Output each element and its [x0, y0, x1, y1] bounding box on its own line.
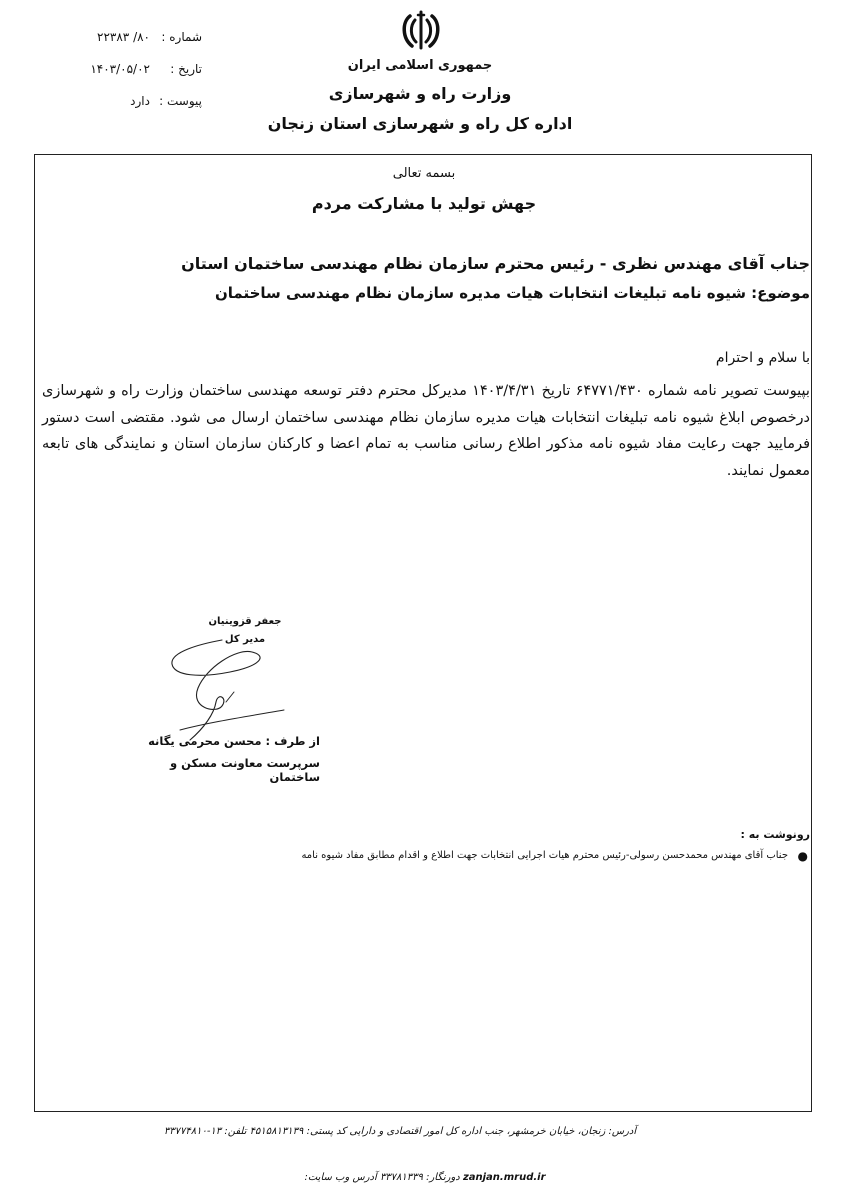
bullet-icon: ●: [797, 849, 808, 863]
basmala: بسمه تعالی: [392, 166, 456, 181]
letter-number-label: شماره :: [161, 30, 202, 44]
signer-name: جعفر قزوینیان: [208, 616, 282, 627]
on-behalf-of-role: سرپرست معاونت مسکن و ساختمان: [169, 756, 320, 784]
on-behalf-of: از طرف : محسن محرمی یگانه: [148, 734, 320, 748]
country-title: جمهوری اسلامی ایران: [347, 58, 493, 73]
letter-date-value: ۱۴۰۳/۰۵/۰۲: [90, 62, 150, 76]
signer-role: مدیر کل: [224, 634, 266, 645]
cc-item-text: جناب آقای مهندس محمدحسن رسولی-رئیس محترم هیات اجرایی انتخابات جهت اطلاع و اقدام مطابق مفاد شیوه نامه: [301, 850, 788, 861]
letter-body: بپیوست تصویر نامه شماره ۶۴۷۷۱/۴۳۰ تاریخ ۱۴۰۳/۴/۳۱ مدیرکل محترم دفتر توسعه مهندسی ساختمان وزارت راه و شهرسازی درخصوص ابلاغ شیوه نامه تبلیغات انتخابات هیات مدیره سازمان نظام مهندسی ساختمان ارسال می شود. مقتضی است دستور فرمایید جهت رعایت مفاد شیوه نامه مذکور اطلاع رسانی مناسب به تمام اعضا و کارکنان سازمان استان و نمایندگی های تابعه معمول نمایند.: [42, 383, 810, 479]
iran-emblem-icon: [398, 8, 444, 54]
website-link[interactable]: zanjan.mrud.ir: [462, 1172, 546, 1183]
handwritten-signature: [160, 636, 290, 748]
ministry-title: وزارت راه و شهرسازی: [328, 84, 512, 103]
footer-contact: [250, 1172, 600, 1183]
letter-attachment-row: [40, 94, 210, 126]
fax-label: دورنگار: ۳۳۷۸۱۳۳۹ آدرس وب سایت:: [304, 1172, 460, 1183]
letter-date-row: [40, 62, 210, 94]
office-title: اداره کل راه و شهرسازی استان زنجان: [267, 114, 573, 133]
salutation: با سلام و احترام: [715, 350, 810, 366]
letter-number-value: ۸۰/ ۲۲۳۸۳: [97, 30, 150, 44]
letter-attachment-value: دارد: [130, 94, 150, 108]
letter-attachment-label: پیوست :: [159, 94, 202, 108]
cc-list: [210, 850, 810, 861]
year-motto: جهش تولید با مشارکت مردم: [311, 194, 537, 213]
letter-recipient: جناب آقای مهندس نظری - رئیس محترم سازمان نظام مهندسی ساختمان استان: [181, 254, 810, 273]
letter-date-label: تاریخ :: [170, 62, 202, 76]
letter-subject: موضوع: شیوه نامه تبلیغات انتخابات هیات مدیره سازمان نظام مهندسی ساختمان: [214, 284, 810, 302]
cc-title: رونوشت به :: [740, 828, 810, 841]
letter-number-row: [40, 30, 210, 62]
footer-address: آدرس: زنجان، خیابان خرمشهر، جنب اداره کل امور اقتصادی و دارایی کد پستی: ۴۵۱۵۸۱۳۱۳۹ تلفن: ۱۳-۳۳۷۷۴۸۱۰: [163, 1126, 637, 1137]
letter-meta: [40, 30, 210, 126]
cc-item: [210, 850, 810, 861]
